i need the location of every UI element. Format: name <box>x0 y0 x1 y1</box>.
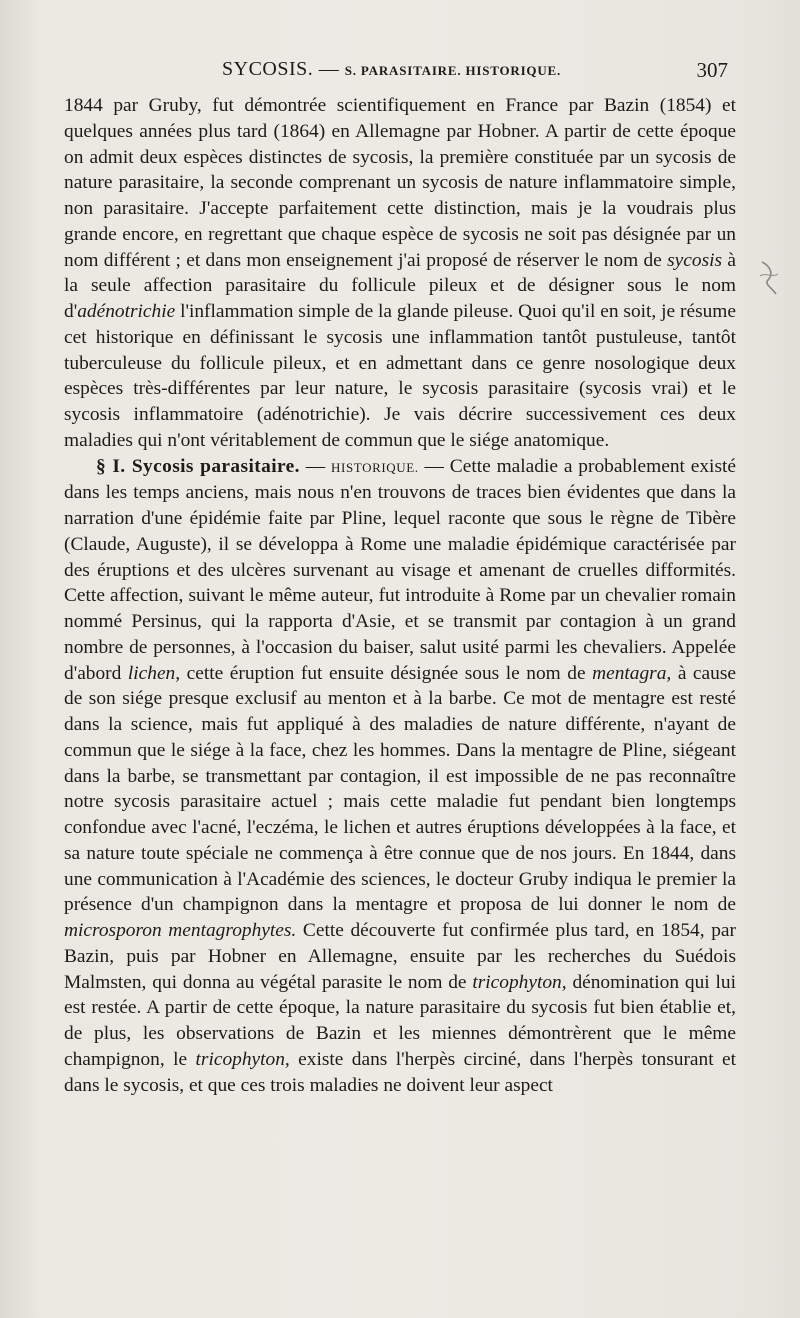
text-run: Cette découverte fut confirmée plus tard, en 1854, par Bazin, puis par Hobner en Allemagne, ensuite par les recherches du Suédois Malmsten, qui donna au végétal parasite le nom de <box>64 920 736 993</box>
running-title-dash: — <box>318 58 340 80</box>
text-run: l'inflammation simple de la glande pileuse. Quoi qu'il en soit, je résume cet historique en définissant le sycosis une inflammation tantôt pustuleuse, tantôt tuberculeuse du follicule pileux, et en admettant dans ce genre nosologique deux espèces très-différentes par leur nature, le sycosis parasitaire (sycosis vrai) et le sycosis inflammatoire (adénotrichie). Je vais décrire successivement ces deux maladies qui n'ont véritablement de commun que le siége anatomique. <box>64 301 736 451</box>
page-header <box>64 58 736 88</box>
paragraph-section-one <box>64 454 736 1099</box>
body-text <box>64 93 736 1098</box>
margin-pencil-mark-icon <box>756 258 782 298</box>
italic-term-tricophyton: tricophyton, <box>195 1048 290 1070</box>
text-run: à la seule affection parasitaire du follicule pileux et de désigner sous le nom d' <box>64 249 736 322</box>
running-title-main: SYCOSIS. <box>222 58 314 80</box>
text-run: dénomination qui lui est restée. A partir de cette époque, la nature parasitaire du sycosis fut bien établie et, de plus, les observations de Bazin et les miennes démontrèrent que le même champignon, le <box>64 971 736 1070</box>
running-title-subtitle: S. PARASITAIRE. HISTORIQUE. <box>344 63 562 78</box>
running-title <box>222 58 561 81</box>
italic-term-microsporon: microsporon mentagrophytes. <box>64 920 297 941</box>
italic-term-tricophyton: tricophyton, <box>472 971 567 993</box>
italic-term-sycosis: sycosis <box>667 249 723 271</box>
section-heading: § I. Sycosis parasitaire. <box>96 455 300 477</box>
paragraph-continuation <box>64 93 736 454</box>
subsection-label: HISTORIQUE. <box>331 459 419 475</box>
italic-term-lichen: lichen, <box>127 662 181 684</box>
page-number: 307 <box>696 58 728 82</box>
dash: — <box>305 455 326 477</box>
italic-term-adenotrichie: adénotrichie <box>77 301 176 322</box>
italic-term-mentagra: mentagra, <box>592 662 672 684</box>
text-run: cette éruption fut ensuite désignée sous le nom de <box>186 662 586 684</box>
dash: — <box>424 455 444 477</box>
text-run: à cause de son siége presque exclusif au menton et à la barbe. Ce mot de mentagre est resté dans la science, mais fut appliqué à des maladies de nature différente, n'ayant de commun que le siége à la face, chez les hommes. Dans la mentagre de Pline, siégeant dans la barbe, se transmettant par contagion, il est impossible de ne pas reconnaître notre sycosis parasitaire actuel ; mais cette maladie fut pendant bien longtemps confondue avec l'acné, l'eczéma, le lichen et autres éruptions développées à la face, et sa nature toute spéciale ne commença à être connue que de nos jours. En 1844, dans une communication à l'Académie des sciences, le docteur Gruby indiqua le premier la présence d'un champignon dans la mentagre et proposa de lui donner le nom de <box>64 662 736 916</box>
text-run: existe dans l'herpès circiné, dans l'herpès tonsurant et dans le sycosis, et que ces trois maladies ne doivent leur aspect <box>64 1048 737 1096</box>
text-run: 1844 par Gruby, fut démontrée scientifiquement en France par Bazin (1854) et quelques années plus tard (1864) en Allemagne par Hobner. A partir de cette époque on admit deux espèces distinctes de sycosis, la première constituée par un sycosis de nature parasitaire, la seconde comprenant un sycosis de nature inflammatoire simple, non parasitaire. J'accepte parfaitement cette distinction, mais je la voudrais plus grande encore, en regrettant que chaque espèce de sycosis ne soit pas désignée par un nom différent ; et dans mon enseignement j'ai proposé de réserver le nom de <box>64 95 736 271</box>
text-run: Cette maladie a probablement existé dans les temps anciens, mais nous n'en trouvons de traces bien évidentes que dans la narration d'une épidémie faite par Pline, lequel raconte que sous le règne de Tibère (Claude, Auguste), il se développa à Rome une maladie épidémique caractérisée par des éruptions et des ulcères survenant au visage et amenant de cruelles difformités. Cette affection, suivant le même auteur, fut introduite à Rome par un chevalier romain nommé Persinus, qui la rapporta d'Asie, et se transmit par contagion à un grand nombre de personnes, à l'occasion du baiser, salut usité parmi les chevaliers. Appelée d'abord <box>64 455 736 684</box>
